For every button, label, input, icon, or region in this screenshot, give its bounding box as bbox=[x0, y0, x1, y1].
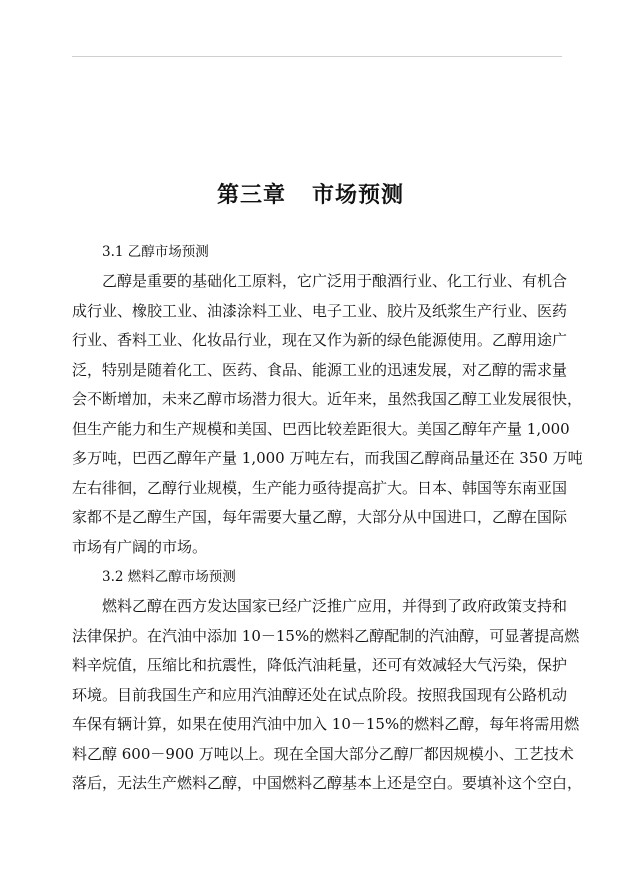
paragraph-line: 车保有辆计算，如果在使用汽油中加入 10－15%的燃料乙醇，每年将需用燃 bbox=[72, 715, 580, 733]
paragraph-line: 乙醇是重要的基础化工原料，它广泛用于酿酒行业、化工行业、有机合 bbox=[102, 272, 568, 290]
header-rule bbox=[72, 56, 562, 57]
section-heading: 3.1 乙醇市场预测 bbox=[102, 244, 209, 260]
paragraph bbox=[72, 267, 583, 562]
chapter-title bbox=[0, 178, 621, 209]
paragraph-line: 法律保护。在汽油中添加 10－15%的燃料乙醇配制的汽油醇，可显著提高燃 bbox=[72, 626, 580, 645]
paragraph-line: 多万吨，巴西乙醇年产量 1,000 万吨左右，而我国乙醇商品量还在 350 万吨 bbox=[72, 449, 583, 467]
paragraph-line: 成行业、橡胶工业、油漆涂料工业、电子工业、胶片及纸浆生产行业、医药 bbox=[72, 301, 568, 320]
paragraph bbox=[72, 592, 583, 799]
paragraph-line: 料乙醇 600－900 万吨以上。现在全国大部分乙醇厂都因规模小、工艺技术 bbox=[72, 744, 574, 763]
paragraph-line: 市场有广阔的市场。 bbox=[72, 537, 208, 556]
paragraph-line: 行业、香料工业、化妆品行业，现在又作为新的绿色能源使用。乙醇用途广 bbox=[72, 331, 568, 349]
section-3-1 bbox=[72, 237, 583, 562]
paragraph-line: 燃料乙醇在西方发达国家已经广泛推广应用，并得到了政府政策支持和 bbox=[102, 597, 568, 615]
paragraph-line: 会不断增加，未来乙醇市场潜力很大。近年来，虽然我国乙醇工业发展很快， bbox=[72, 390, 583, 408]
section-heading: 3.2 燃料乙醇市场预测 bbox=[102, 569, 236, 585]
paragraph-line: 泛，特别是随着化工、医药、食品、能源工业的迅速发展，对乙醇的需求量 bbox=[72, 360, 568, 379]
paragraph-line: 家都不是乙醇生产国，每年需要大量乙醇，大部分从中国进口，乙醇在国际 bbox=[72, 508, 568, 526]
chapter-name: 市场预测 bbox=[312, 182, 405, 208]
section-3-2 bbox=[72, 562, 583, 799]
paragraph-line: 但生产能力和生产规模和美国、巴西比较差距很大。美国乙醇年产量 1,000 bbox=[72, 419, 570, 438]
paragraph-line: 落后，无法生产燃料乙醇，中国燃料乙醇基本上还是空白。要填补这个空白， bbox=[72, 774, 583, 792]
paragraph-line: 左右徘徊，乙醇行业规模，生产能力亟待提高扩大。日本、韩国等东南亚国 bbox=[72, 478, 568, 497]
paragraph-line: 料辛烷值，压缩比和抗震性，降低汽油耗量，还可有效减轻大气污染，保护 bbox=[72, 656, 568, 674]
chapter-number: 第三章 bbox=[216, 182, 286, 208]
paragraph-line: 环境。目前我国生产和应用汽油醇还处在试点阶段。按照我国现有公路机动 bbox=[72, 685, 568, 704]
document-body bbox=[72, 237, 583, 799]
